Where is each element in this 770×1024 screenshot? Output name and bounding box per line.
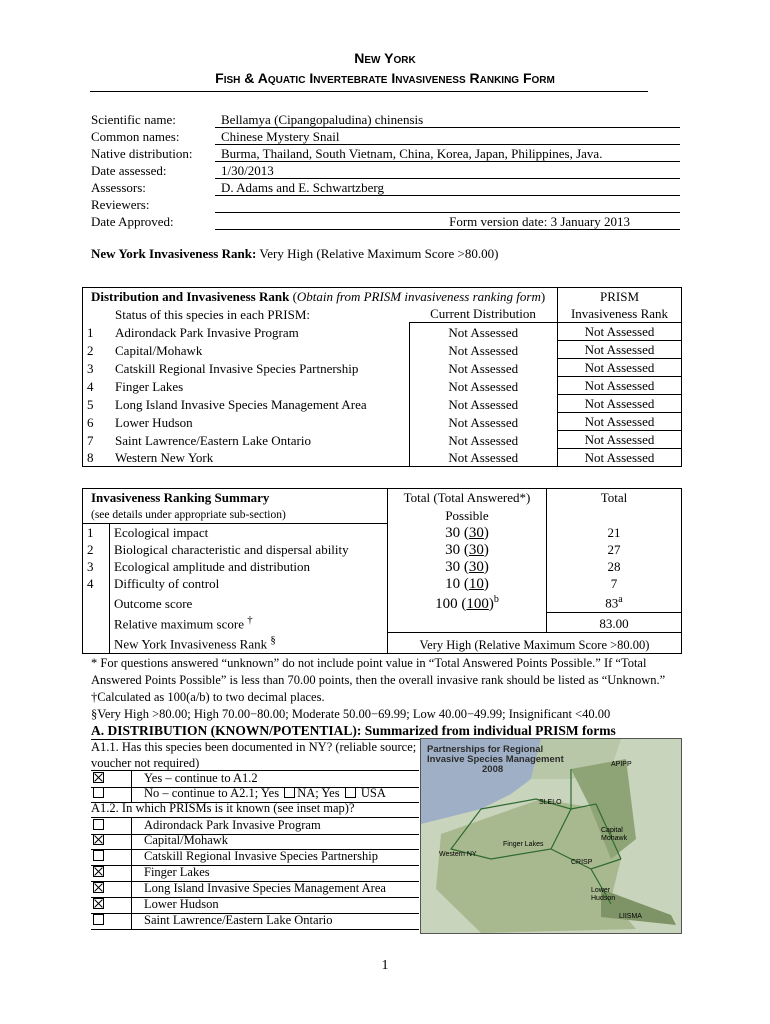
table-row: 6 Lower Hudson Not Assessed Not Assessed [83,413,682,431]
checkbox-usa[interactable] [345,787,356,798]
prism-row[interactable]: Capital/Mohawk [91,833,419,850]
field-label: Scientific name: [91,112,176,127]
table-row: 1 Ecological impact 30 (30) 21 [83,524,682,542]
prism-inset-map [420,738,682,934]
scientific-name-field[interactable]: Bellamya (Cipangopaludina) chinensis [215,112,680,128]
outcome-row: Outcome score 100 $(100)^b$ 83$^a$ [83,592,682,612]
prism-row[interactable]: Saint Lawrence/Eastern Lake Ontario [91,913,419,930]
table-row: 4 Difficulty of control 10 (10) 7 [83,575,682,592]
checkbox-unchecked[interactable] [93,819,104,830]
distribution-heading: Distribution and Invasiveness Rank (Obtain from PRISM invasiveness ranking form) [91,289,546,304]
answer-no-row[interactable]: No – continue to A2.1; Yes NA; Yes USA [91,786,419,803]
relmax-row: Relative maximum score † 83.00 [83,612,682,632]
prism-header: PRISM [558,288,682,306]
distribution-table [82,287,682,467]
map-label-lower-hudson: Lower Hudson [591,887,616,902]
prism-row[interactable]: Catskill Regional Invasive Species Partnership [91,849,419,866]
map-label-capital-mohawk: Capital Mohawk [601,827,628,842]
form-title-line2: Fish & Aquatic Invertebrate Invasiveness Ranking Form [215,70,555,86]
table-row: 3 Ecological amplitude and distribution 30 (30) 28 [83,558,682,575]
field-label: Date Approved: [91,214,174,229]
checkbox-checked[interactable] [93,866,104,877]
question-a1-1: A1.1. Has this species been documented in NY? (reliable source; voucher not required) [91,740,417,770]
rank-header: Invasiveness Rank [558,305,682,323]
table-row: 8 Western New York Not Assessed Not Assessed [83,449,682,467]
table-row: 4 Finger Lakes Not Assessed Not Assessed [83,377,682,395]
footnote-calc: †Calculated as 100(a/b) to two decimal places. [91,690,325,704]
date-assessed-field[interactable]: 1/30/2013 [215,163,680,179]
answer-yes-row[interactable]: Yes – continue to A1.2 [91,770,419,788]
checkbox-unchecked[interactable] [93,787,104,798]
ny-rank-row: New York Invasiveness Rank § Very High (Relative Maximum Score >80.00) [83,632,682,653]
checkbox-checked[interactable] [93,834,104,845]
prism-row[interactable]: Adirondack Park Invasive Program [91,817,419,835]
assessors-field[interactable]: D. Adams and E. Schwartzberg [215,180,680,196]
checkbox-checked[interactable] [93,898,104,909]
total-header: Total [547,489,682,507]
possible-header: Total (Total Answered*) [388,489,547,507]
checkbox-unchecked[interactable] [93,914,104,925]
possible-header-2: Possible [388,506,547,524]
checkbox-na[interactable] [284,787,295,798]
map-label-slelo: SLELO [539,799,562,806]
table-row: 1 Adirondack Park Invasive Program Not Assessed Not Assessed [83,323,682,341]
field-label: Common names: [91,129,180,144]
question-a1-2: A1.2. In which PRISMs is it known (see inset map)? [91,801,355,815]
page-number: 1 [381,958,389,973]
title-rule [90,91,648,92]
native-distribution-field[interactable]: Burma, Thailand, South Vietnam, China, Korea, Japan, Philippines, Java. [215,146,680,162]
table-row: 3 Catskill Regional Invasive Species Partnership Not Assessed Not Assessed [83,359,682,377]
summary-table [82,488,682,654]
table-row: 7 Saint Lawrence/Eastern Lake Ontario Not Assessed Not Assessed [83,431,682,449]
field-label: Date assessed: [91,163,167,178]
map-label-finger-lakes: Finger Lakes [503,841,544,848]
common-names-field[interactable]: Chinese Mystery Snail [215,129,680,145]
summary-subheading: (see details under appropriate sub-section) [83,506,388,524]
footnote-ranks: §Very High >80.00; High 70.00−80.00; Moderate 50.00−69.99; Low 40.00−49.99; Insignificant <40.00 [91,707,611,721]
table-row: 2 Capital/Mohawk Not Assessed Not Assessed [83,341,682,359]
reviewers-field[interactable] [215,197,680,213]
form-title-line1: New York [354,50,416,66]
date-approved-field[interactable]: Form version date: 3 January 2013 [215,214,680,230]
table-row: 5 Long Island Invasive Species Management Area Not Assessed Not Assessed [83,395,682,413]
prism-row[interactable]: Long Island Invasive Species Management Area [91,881,419,898]
field-label: Native distribution: [91,146,193,161]
checkbox-checked[interactable] [93,772,104,783]
prism-row[interactable]: Lower Hudson [91,897,419,914]
field-label: Assessors: [91,180,146,195]
checkbox-checked[interactable] [93,882,104,893]
summary-heading: Invasiveness Ranking Summary [91,490,270,505]
dist-header: Current Distribution [430,306,536,321]
map-label-crisp: CRISP [571,859,593,866]
checkbox-unchecked[interactable] [93,850,104,861]
section-a-title: A. DISTRIBUTION (KNOWN/POTENTIAL): Summarized from individual PRISM forms [91,723,681,740]
map-label-western-ny: Western NY [439,851,477,858]
footnote-unknown: * For questions answered “unknown” do not include point value in “Total Answered Points Possible.” If “Total Answered Points Possible” is less than 70.00 points, then the overall invasive rank should be listed as “Unknown.” [91,656,666,687]
map-label-liisma: LIISMA [619,913,642,920]
prism-row[interactable]: Finger Lakes [91,865,419,882]
map-title: Partnerships for Regional Invasive Species Management 2008 [427,744,564,775]
table-row: 2 Biological characteristic and dispersal ability 30 (30) 27 [83,541,682,558]
ny-invasiveness-rank: New York Invasiveness Rank: Very High (Relative Maximum Score >80.00) [91,246,499,261]
field-label: Reviewers: [91,197,150,212]
status-header: Status of this species in each PRISM: [115,306,310,322]
map-label-apipp: APIPP [611,761,632,768]
